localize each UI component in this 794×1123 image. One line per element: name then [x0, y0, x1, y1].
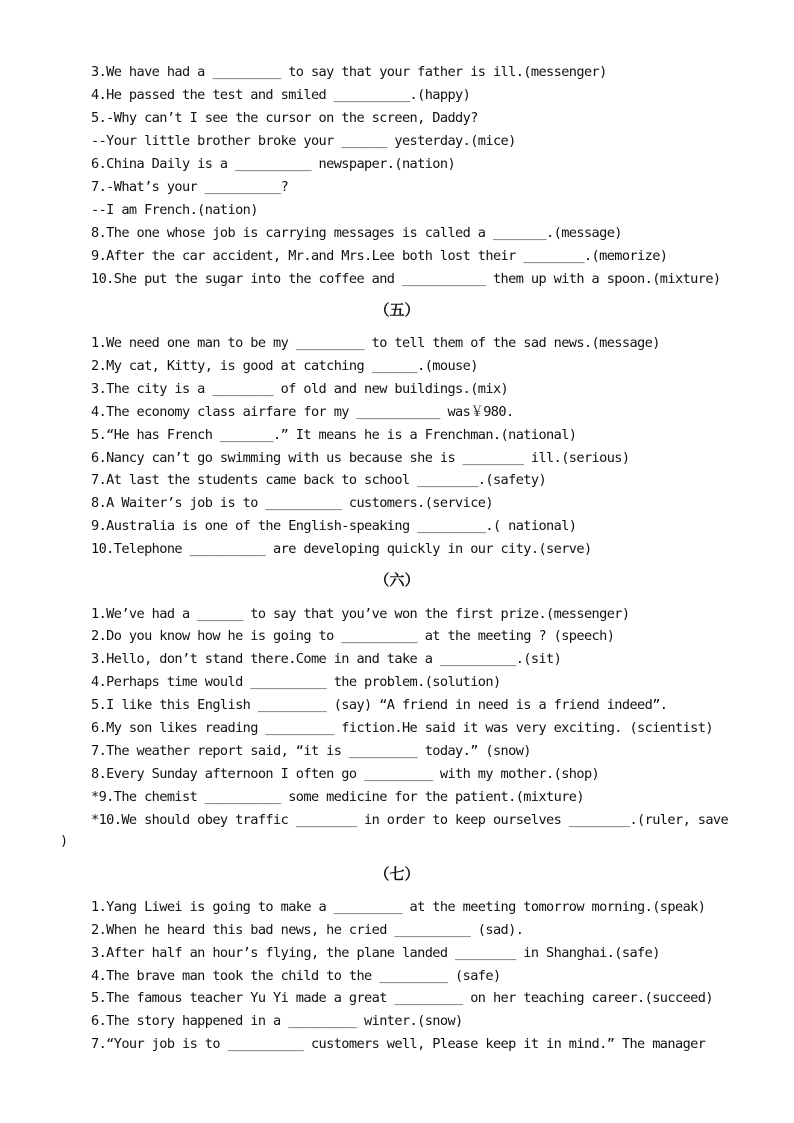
exercise-line: *9.The chemist __________ some medicine for the patient.(mixture)	[91, 789, 584, 805]
exercise-line: 6.The story happened in a _________ winter.(snow)	[91, 1013, 463, 1029]
exercise-line: 9.Australia is one of the English-speaking _________.( national)	[91, 518, 577, 534]
exercise-line: 7.The weather report said, “it is _________ today.” (snow)	[91, 743, 531, 759]
exercise-line: 3.We have had a _________ to say that your father is ill.(messenger)	[91, 64, 607, 80]
exercise-line: 1.We’ve had a ______ to say that you’ve won the first prize.(messenger)	[91, 606, 630, 622]
exercise-line: 5.-Why can’t I see the cursor on the screen, Daddy?	[91, 110, 478, 126]
exercise-line: 7.-What’s your __________?	[91, 179, 289, 195]
exercise-line: 5.The famous teacher Yu Yi made a great _________ on her teaching career.(succeed)	[91, 990, 713, 1006]
exercise-line: --I am French.(nation)	[91, 202, 258, 218]
exercise-line: 7.At last the students came back to school ________.(safety)	[91, 472, 547, 488]
exercise-line: 2.When he heard this bad news, he cried __________ (sad).	[91, 922, 524, 938]
exercise-line: 4.The economy class airfare for my ___________ was￥980.	[91, 404, 514, 420]
exercise-line: 5.I like this English _________ (say) “A friend in need is a friend indeed”.	[91, 697, 668, 713]
exercise-line: 2.My cat, Kitty, is good at catching ______.(mouse)	[91, 358, 478, 374]
exercise-line: 10.Telephone __________ are developing quickly in our city.(serve)	[91, 541, 592, 557]
exercise-line: 3.The city is a ________ of old and new buildings.(mix)	[91, 381, 509, 397]
exercise-line: 4.Perhaps time would __________ the problem.(solution)	[91, 674, 501, 690]
exercise-line: 3.Hello, don’t stand there.Come in and take a __________.(sit)	[91, 651, 562, 667]
exercise-line: 8.A Waiter’s job is to __________ customers.(service)	[91, 495, 493, 511]
section-heading: （七）	[374, 865, 420, 883]
exercise-line: 6.My son likes reading _________ fiction.He said it was very exciting. (scientist)	[91, 720, 713, 736]
exercise-line: 7.“Your job is to __________ customers well, Please keep it in mind.” The manager	[91, 1036, 706, 1052]
exercise-line: 5.“He has French _______.” It means he is a Frenchman.(national)	[91, 427, 577, 443]
exercise-line: *10.We should obey traffic ________ in order to keep ourselves ________.(ruler, save	[91, 812, 729, 828]
exercise-line: 1.Yang Liwei is going to make a _________ at the meeting tomorrow morning.(speak)	[91, 899, 706, 915]
exercise-line: 8.The one whose job is carrying messages is called a _______.(message)	[91, 225, 622, 241]
exercise-line: 4.He passed the test and smiled __________.(happy)	[91, 87, 471, 103]
exercise-line: 1.We need one man to be my _________ to tell them of the sad news.(message)	[91, 335, 660, 351]
exercise-line-wrap: )	[60, 833, 68, 849]
exercise-line: 9.After the car accident, Mr.and Mrs.Lee both lost their ________.(memorize)	[91, 248, 668, 264]
exercise-line: 8.Every Sunday afternoon I often go _________ with my mother.(shop)	[91, 766, 600, 782]
exercise-line: 10.She put the sugar into the coffee and ___________ them up with a spoon.(mixture)	[91, 271, 721, 287]
exercise-line: --Your little brother broke your ______ yesterday.(mice)	[91, 133, 516, 149]
exercise-line: 4.The brave man took the child to the _________ (safe)	[91, 968, 501, 984]
exercise-line: 6.Nancy can’t go swimming with us because she is ________ ill.(serious)	[91, 450, 630, 466]
exercise-line: 2.Do you know how he is going to __________ at the meeting ? (speech)	[91, 628, 615, 644]
exercise-line: 6.China Daily is a __________ newspaper.(nation)	[91, 156, 456, 172]
exercise-line: 3.After half an hour’s flying, the plane landed ________ in Shanghai.(safe)	[91, 945, 660, 961]
section-heading: （五）	[374, 301, 420, 319]
section-heading: （六）	[374, 571, 420, 589]
